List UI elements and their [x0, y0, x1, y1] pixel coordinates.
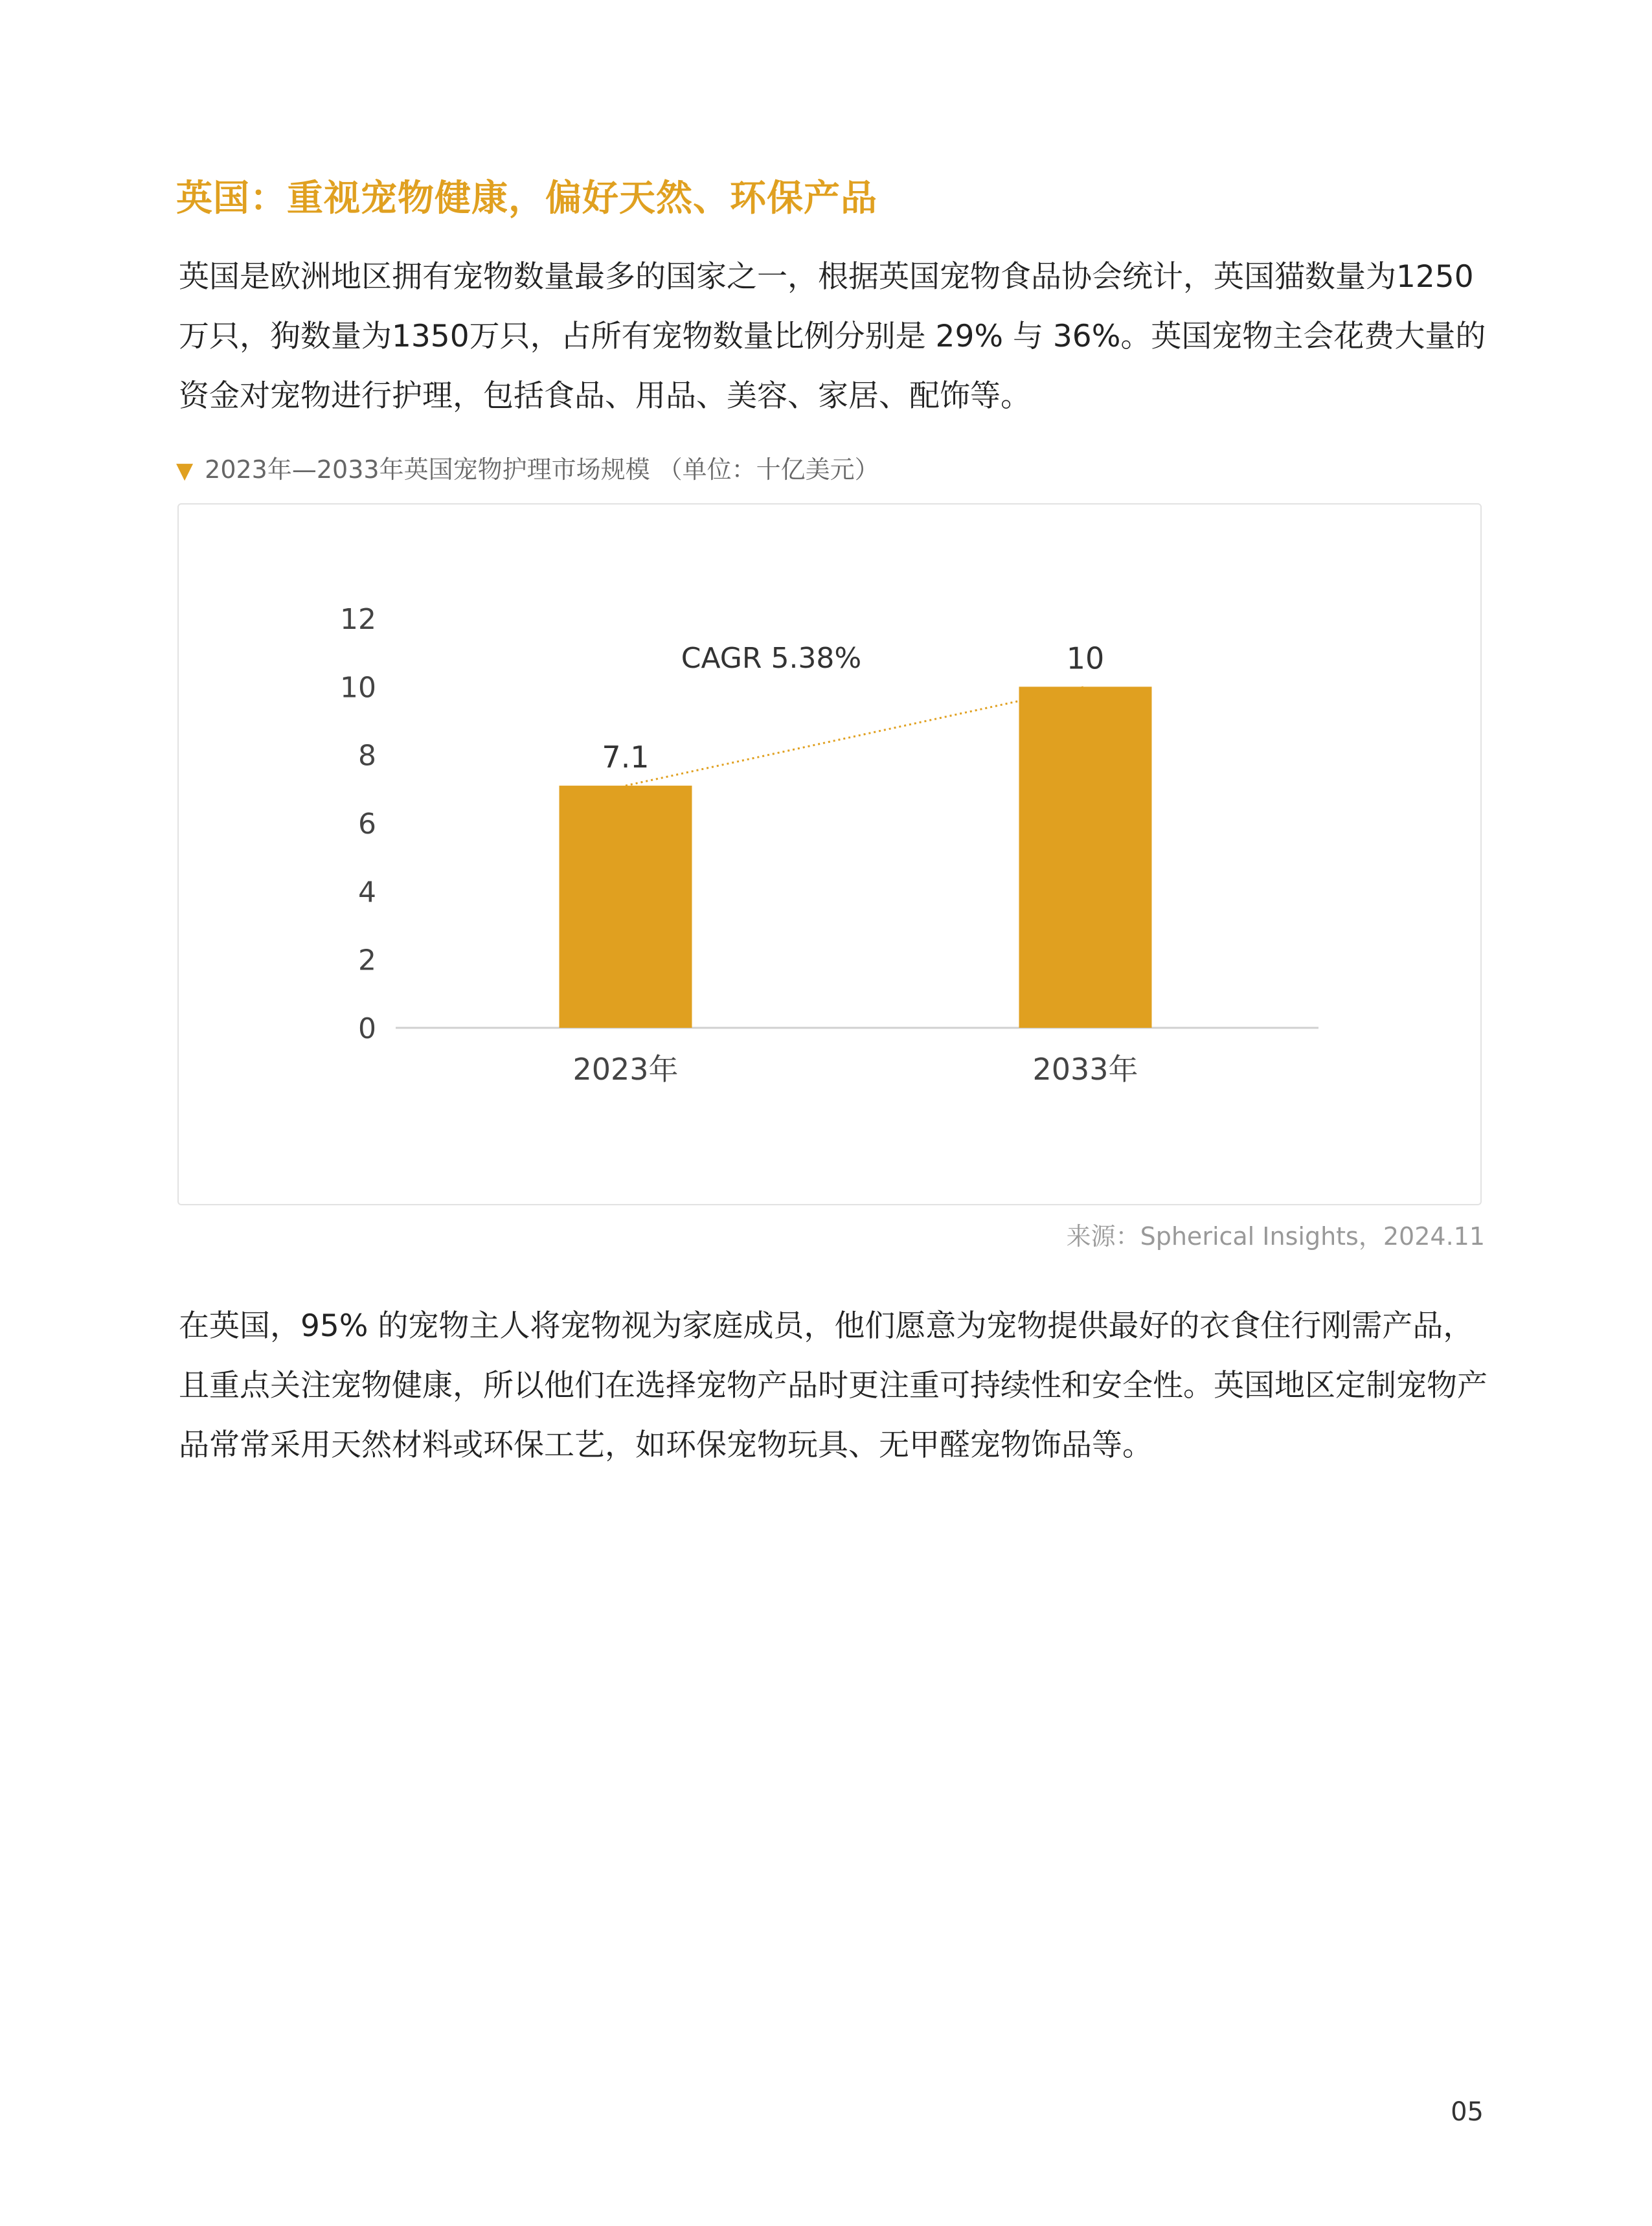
bar	[560, 786, 692, 1028]
y-tick-label: 2	[358, 944, 376, 977]
y-tick-label: 0	[358, 1012, 376, 1045]
x-tick-label: 2033年	[1032, 1052, 1138, 1087]
y-tick-label: 4	[358, 876, 376, 909]
cagr-annotation: CAGR 5.38%	[681, 642, 862, 675]
y-tick-label: 12	[340, 603, 376, 636]
data-label: 10	[1066, 641, 1105, 676]
page-number: 05	[1451, 2097, 1484, 2127]
x-tick-label: 2023年	[572, 1052, 679, 1087]
closing-paragraph: 在英国，95% 的宠物主人将宠物视为家庭成员，他们愿意为宠物提供最好的衣食住行刚需产品，且重点关注宠物健康，所以他们在选择宠物产品时更注重可持续性和安全性。英国地区定制宠物产品常常采用天然材料或环保工艺，如环保宠物玩具、无甲醛宠物饰品等。	[179, 1308, 1488, 1463]
intro-paragraph: 英国是欧洲地区拥有宠物数量最多的国家之一，根据英国宠物食品协会统计，英国猫数量为1250万只，狗数量为1350万只，占所有宠物数量比例分别是 29% 与 36%。英国宠物主会花费大量的资金对宠物进行护理，包括食品、用品、美容、家居、配饰等。	[179, 259, 1486, 414]
triangle-down-icon: ▼	[176, 458, 194, 484]
y-tick-label: 8	[358, 739, 376, 773]
bar-chart	[179, 505, 1480, 1204]
y-tick-label: 6	[358, 808, 376, 841]
source-note: 来源：Spherical Insights，2024.11	[1066, 1222, 1485, 1251]
cagr-trend-line	[626, 687, 1085, 786]
chart-frame	[177, 503, 1482, 1205]
chart-caption-text: 2023年—2033年英国宠物护理市场规模 （单位：十亿美元）	[205, 455, 879, 484]
section-heading: 英国：重视宠物健康，偏好天然、环保产品	[176, 177, 877, 220]
data-label: 7.1	[602, 740, 650, 775]
chart-caption	[176, 449, 879, 485]
bar	[1019, 687, 1152, 1028]
y-tick-label: 10	[340, 671, 376, 705]
